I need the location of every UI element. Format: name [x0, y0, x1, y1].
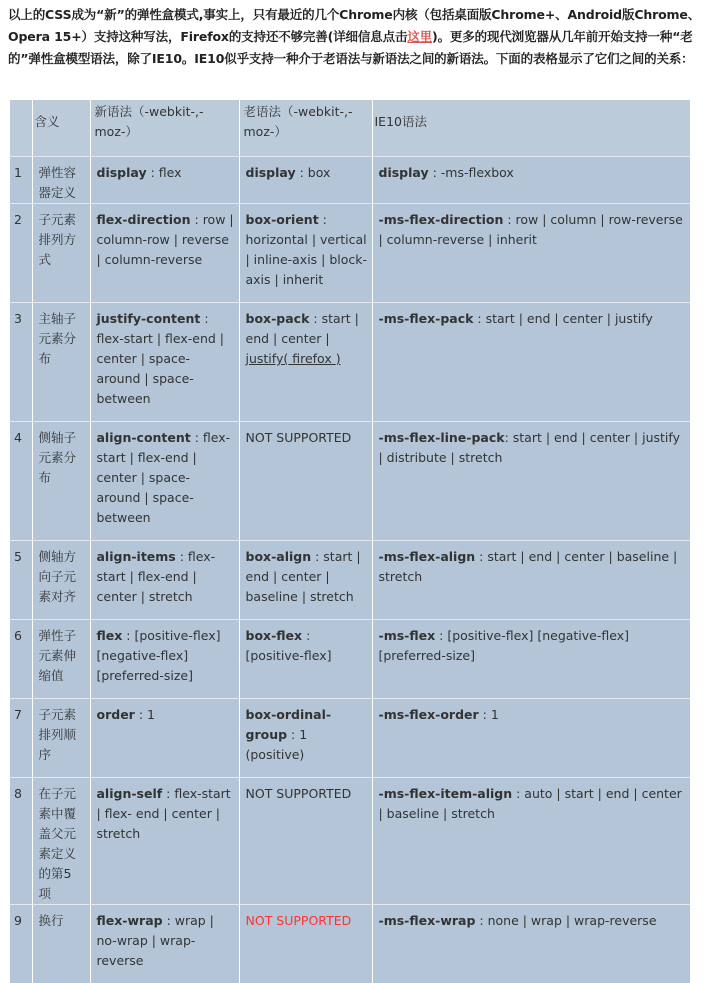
table-header-row — [10, 100, 690, 157]
syntax-cell-new — [90, 699, 239, 778]
property-values: : 1 — [479, 707, 499, 722]
table-row — [10, 778, 690, 905]
header-old-syntax: 老语法（-webkit-,-moz-） — [239, 100, 372, 157]
property-name: -ms-flex-order — [379, 707, 479, 722]
property-values: : flex-start | flex-end | center | space- around | space-between — [97, 311, 225, 406]
property-name: order — [97, 707, 135, 722]
row-index: 2 — [10, 204, 32, 303]
syntax-cell-old — [239, 204, 372, 303]
syntax-cell-old — [239, 157, 372, 204]
syntax-cell-ie — [372, 422, 690, 541]
row-meaning: 侧轴子元素分布 — [32, 422, 90, 541]
property-name: box-flex — [246, 628, 303, 643]
row-index: 8 — [10, 778, 32, 905]
table-row — [10, 157, 690, 204]
property-values: : horizontal | vertical | inline-axis | block-axis | inherit — [246, 212, 368, 287]
property-values: : flex — [147, 165, 182, 180]
property-name: display — [379, 165, 429, 180]
row-meaning: 换行 — [32, 905, 90, 983]
property-values: : [positive-flex] — [246, 628, 332, 663]
property-name: -ms-flex-direction — [379, 212, 504, 227]
property-values: : row | column-row | reverse | column-reverse — [97, 212, 234, 267]
row-meaning: 侧轴方向子元素对齐 — [32, 541, 90, 620]
property-name: -ms-flex — [379, 628, 436, 643]
property-name: align-self — [97, 786, 163, 801]
property-name: display — [246, 165, 296, 180]
property-values: NOT SUPPORTED — [246, 786, 352, 801]
property-values: : start | end | center | — [246, 311, 359, 346]
row-meaning: 子元素排列方式 — [32, 204, 90, 303]
property-name: -ms-flex-wrap — [379, 913, 476, 928]
syntax-cell-new — [90, 905, 239, 983]
syntax-cell-ie — [372, 303, 690, 422]
row-meaning: 子元素排列顺序 — [32, 699, 90, 778]
property-name: align-content — [97, 430, 191, 445]
property-name: box-align — [246, 549, 312, 564]
row-meaning: 弹性容器定义 — [32, 157, 90, 204]
underlined-text: justify( — [246, 351, 289, 366]
property-values: : start | end | center | baseline | stretch — [246, 549, 361, 604]
header-meaning: 含义 — [32, 100, 90, 157]
syntax-cell-new — [90, 422, 239, 541]
property-name: display — [97, 165, 147, 180]
row-index: 1 — [10, 157, 32, 204]
property-name: align-items — [97, 549, 176, 564]
property-values: : 1 — [135, 707, 155, 722]
property-values: : [positive-flex] [negative-flex] [preferred-size] — [379, 628, 630, 663]
syntax-cell-old — [239, 778, 372, 905]
table-row — [10, 303, 690, 422]
property-values: : flex-start | flex-end | center | stretch — [97, 549, 216, 604]
header-ie10-syntax: IE10语法 — [372, 100, 690, 157]
property-values: : none | wrap | wrap-reverse — [475, 913, 656, 928]
property-name: box-ordinal-group — [246, 707, 332, 742]
property-name: flex-wrap — [97, 913, 163, 928]
details-link[interactable]: 这里 — [407, 29, 432, 44]
property-name: -ms-flex-pack — [379, 311, 474, 326]
property-values: : auto | start | end | center | baseline | stretch — [379, 786, 682, 821]
property-values: : flex-start | flex- end | center | stretch — [97, 786, 231, 841]
underlined-text: ) — [336, 351, 341, 366]
property-values: NOT SUPPORTED — [246, 430, 352, 445]
syntax-cell-old — [239, 541, 372, 620]
property-values: : box — [296, 165, 331, 180]
table-body — [10, 157, 690, 983]
syntax-cell-old — [239, 303, 372, 422]
header-index — [10, 100, 32, 157]
unsupported-text: NOT SUPPORTED — [246, 913, 352, 928]
property-name: box-orient — [246, 212, 319, 227]
intro-paragraph — [8, 4, 708, 70]
property-values: : start | end | center | baseline | stretch — [379, 549, 678, 584]
syntax-cell-new — [90, 303, 239, 422]
syntax-cell-ie — [372, 157, 690, 204]
property-values: : [positive-flex] [negative-flex] [preferred-size] — [97, 628, 221, 683]
property-name: justify-content — [97, 311, 201, 326]
intro-text-2: )。更多的现代浏览器从几年前开始支持一种“老的”弹性盒模型语法，除了IE10。IE10似乎支持一种介于老语法与新语法之间的新语法。下面的表格显示了它们之间的关系： — [8, 29, 694, 66]
table-row — [10, 620, 690, 699]
table-row — [10, 422, 690, 541]
table-row — [10, 541, 690, 620]
property-name: flex — [97, 628, 123, 643]
table-row — [10, 204, 690, 303]
property-name: box-pack — [246, 311, 310, 326]
syntax-cell-new — [90, 204, 239, 303]
row-index: 3 — [10, 303, 32, 422]
syntax-cell-new — [90, 778, 239, 905]
property-values: : start | end | center | justify | distribute | stretch — [379, 430, 680, 465]
table-row — [10, 699, 690, 778]
syntax-cell-old — [239, 422, 372, 541]
row-meaning: 在子元素中覆盖父元素定义的第5项 — [32, 778, 90, 905]
syntax-cell-old — [239, 905, 372, 983]
property-values: : 1 (positive) — [246, 727, 308, 762]
header-new-syntax: 新语法（-webkit-,-moz-） — [90, 100, 239, 157]
property-values: : wrap | no-wrap | wrap-reverse — [97, 913, 214, 968]
syntax-cell-ie — [372, 204, 690, 303]
table-row — [10, 905, 690, 983]
property-values: : flex-start | flex-end | center | space- around | space-between — [97, 430, 231, 525]
property-values: : row | column | row-reverse | column-reverse | inherit — [379, 212, 683, 247]
syntax-cell-new — [90, 541, 239, 620]
property-name: flex-direction — [97, 212, 191, 227]
row-index: 7 — [10, 699, 32, 778]
row-meaning: 弹性子元素伸缩值 — [32, 620, 90, 699]
property-name: -ms-flex-line-pack — [379, 430, 505, 445]
syntax-cell-old — [239, 620, 372, 699]
property-name: -ms-flex-item-align — [379, 786, 513, 801]
syntax-cell-ie — [372, 905, 690, 983]
syntax-cell-new — [90, 157, 239, 204]
property-values: : start | end | center | justify — [473, 311, 652, 326]
row-meaning: 主轴子元素分布 — [32, 303, 90, 422]
syntax-cell-ie — [372, 778, 690, 905]
property-name: -ms-flex-align — [379, 549, 476, 564]
syntax-cell-ie — [372, 699, 690, 778]
syntax-cell-new — [90, 620, 239, 699]
syntax-cell-ie — [372, 620, 690, 699]
flexbox-syntax-table — [10, 100, 691, 983]
intro-text-1: 以上的CSS成为“新”的弹性盒模式,事实上，只有最近的几个Chrome内核（包括桌面版Chrome+、Android版Chrome、Opera 15+）支持这种写法，Firefox的支持还不够完善(详细信息点击 — [8, 7, 700, 44]
row-index: 4 — [10, 422, 32, 541]
row-index: 5 — [10, 541, 32, 620]
property-values: : -ms-flexbox — [429, 165, 514, 180]
row-index: 9 — [10, 905, 32, 983]
syntax-cell-ie — [372, 541, 690, 620]
struck-text: firefox — [288, 351, 335, 366]
syntax-cell-old — [239, 699, 372, 778]
row-index: 6 — [10, 620, 32, 699]
